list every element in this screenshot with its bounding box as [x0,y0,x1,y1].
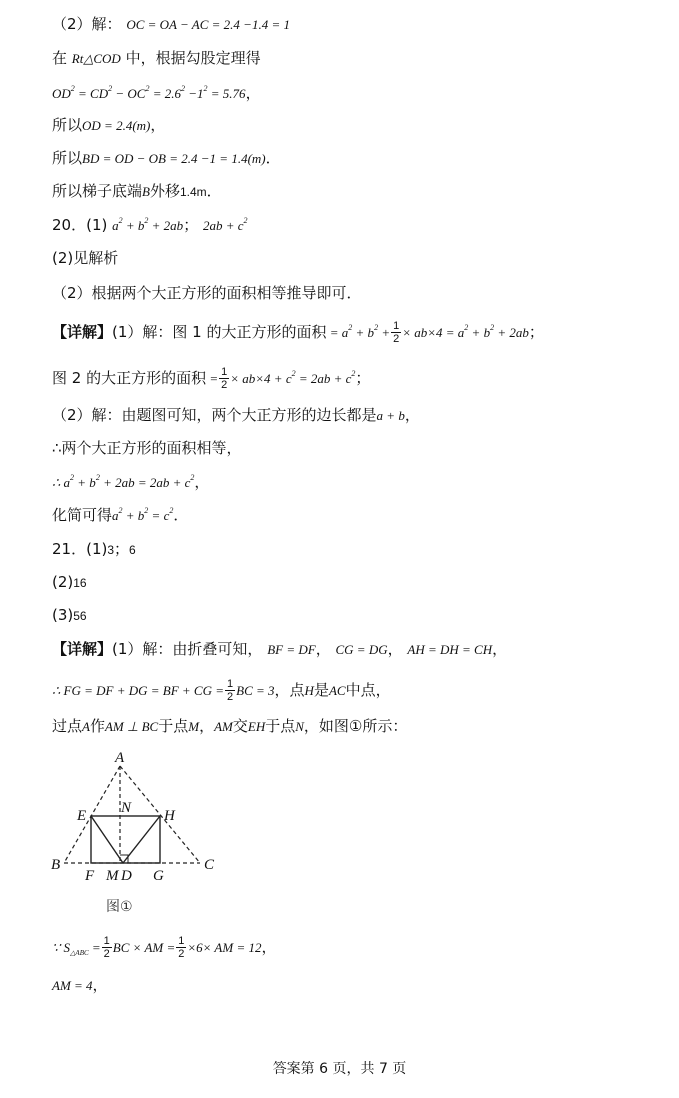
q20-answer-1: 20．(1) $a^2 + b^2 + 2ab$； $2ab + c^2$ [52,216,248,234]
label-f: F [85,868,95,884]
label-d: D [121,868,132,884]
label-a: A [115,750,125,766]
geometry-figure-1 [48,748,228,920]
label-h: H [164,808,175,824]
label-g: G [153,868,164,884]
label-e: E [77,808,87,824]
figure-svg [48,748,228,920]
q19-line-od2: $OD^2 = CD^2 - OC^2 = 2.6^2 -1^2 = 5.76$， [52,84,261,102]
q20-answer-2: (2)见解析 [52,249,119,267]
line-hd [123,816,160,863]
line-ab [64,766,120,863]
formula-od-squared: $OD^2 = CD^2 - OC^2 = 2.6^2 -1^2 = 5.76$ [52,84,246,101]
figure-caption: 图① [106,899,133,915]
q20-detail-4: ∴两个大正方形的面积相等， [52,439,242,457]
q19-line-result: 所以梯子底端B外移1.4m． [52,182,222,200]
q21-answer-1: 21．(1)3；6 [52,540,136,558]
q19-line-rt: 在 Rt△COD 中，根据勾股定理得 [52,49,261,67]
fraction-half: $\frac{1}{2}$ [103,935,110,960]
q21-detail-2: ∴ FG = DF + DG = BF + CG = $\frac{1}{2}$ BC = 3，点H是AC中点， [52,678,391,703]
q21-area-line: ∵ $S_{\triangle ABC}$ = $\frac{1}{2}$ BC × AM = $\frac{1}{2}$ ×6× AM = 12， [52,935,277,960]
rect-efgh [91,816,160,863]
q20-detail-1: 【详解】(1）解：图 1 的大正方形的面积 = $a^2 + b^2$ + $\frac{1}{2}$ × $ab\times 4 = a^2 + b^2 + 2ab$； [52,320,544,345]
q20-detail-3: （2）解：由题图可知，两个大正方形的边长都是a + b， [52,406,420,424]
q21-answer-3: (3)56 [52,606,87,624]
line-ed [91,816,123,863]
q21-detail-3: 过点A作AM ⊥ BC于点M，AM交EH于点N，如图①所示： [52,717,408,735]
q20-detail-2: 图 2 的大正方形的面积 = $\frac{1}{2}$ × $ab\times 4 + c^2 = 2ab + c^2$； [52,366,371,391]
q21-am-line: AM = 4， [52,976,108,994]
q20-answer-2-note: （2）根据两个大正方形的面积相等推导即可． [52,284,362,302]
label-b: B [51,857,61,873]
q20-detail-5: ∴ $a^2 + b^2 + 2ab = 2ab + c^2$， [52,473,210,491]
label-m: M [106,868,119,884]
q20-detail-6: 化简可得$a^2 + b^2 = c^2$． [52,506,189,524]
fraction-half: $\frac{1}{2}$ [227,678,234,703]
fraction-half: $\frac{1}{2}$ [178,935,185,960]
formula-oc: OC = OA − AC = 2.4 −1.4 = 1 [126,17,290,32]
fraction-half: $\frac{1}{2}$ [221,366,228,391]
q19-line-oc: （2）解： OC = OA − AC = 2.4 −1.4 = 1 [52,15,290,33]
page-footer: 答案第 6 页，共 7 页 [272,1061,407,1077]
q21-answer-2: (2)16 [52,573,87,591]
q19-line-bd: 所以BD = OD − OB = 2.4 −1 = 1.4(m)． [52,149,281,167]
label-n: N [121,800,132,816]
label-c: C [204,857,215,873]
q21-detail-1: 【详解】(1）解：由折叠可知， BF = DF， CG = DG， AH = DH = CH， [52,640,508,658]
q19-line-od: 所以OD = 2.4(m)， [52,116,166,134]
fraction-half: $\frac{1}{2}$ [393,320,400,345]
